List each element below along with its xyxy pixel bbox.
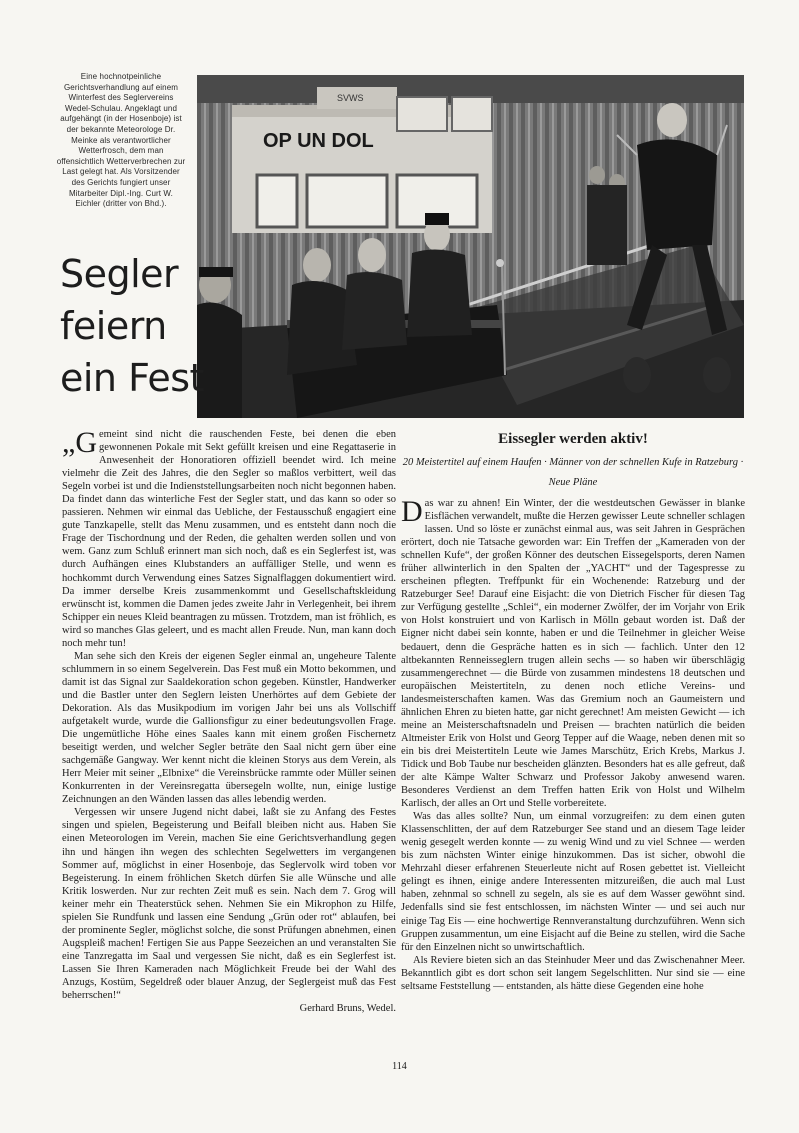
left-paragraph-2: Man sehe sich den Kreis der eigenen Segler einmal an, ungeheure Talente schlummern in so einem Segelverein. Das Fest muß ein Motto bekommen, und damit ist das Signal zur Saaldekoration schon gegeben. Künstler, Handwerker und die Bastler unter den Seglern leisten Unerhörtes auf dem Gebiete der Dekoration. Als das Musikpodium im vorigen Jahr bei uns als Vollschiff aufgetakelt wurde, wurde die Gallionsfigur zu einer bedeutungsvollen Frage. Die ungemütliche Höhe eines Saales kann mit einem großen Fischernetz beseitigt werden, und welcher Segler beträte den Saal nicht gern über eine sachgemäße Gangway. Wer kennt nicht die kleinen Storys aus dem Verein, als Herr Meier mit seiner „Elbnixe“ die Vereinsbrücke rammte oder Müller seinen Konkurrenten in der Vereinsregatta übersegeln wollte, nun, einige lustige Zeichnungen an den Wänden lassen das alles lebendig werden. — [62, 650, 396, 806]
page-number: 114 — [392, 1061, 407, 1072]
left-paragraph-3: Vergessen wir unsere Jugend nicht dabei, laßt sie zu Anfang des Festes singen und spielen, Begeisterung und Beifall bleiben nicht aus. Haben Sie einen Meteorologen im Verein, machen Sie eine Gerichtsverhandlung gegen ihn und hängen ihn wegen des schlechten Segelwetters im vergangenen Sommer auf, möglichst in einer Hosenboje, das Seglervolk wird toben vor Begeisterung. In einem fröhlichen Sketch dürfen Sie alle Wünsche und alle Kritik loswerden. Nur zur rechten Zeit muß es sein. Nach dem 7. Grog will keiner mehr ein Theaterstück sehen. Nehmen Sie ein Mikrophon zu Hilfe, spielen Sie Rundfunk und lassen eine Sendung „Grün oder rot“ ablaufen, bei der prominente Segler, möglichst solche, die sonst Prüfungen abnehmen, einen Augspleiß machen! Fertigen Sie aus Pappe Seezeichen an und veranstalten Sie eine Tanzregatta im Saal und vergessen Sie nicht, daß es ein Seglerfest ist. Lassen Sie Ihren Kameraden nach Möglichkeit Freude bei der Wahl des Anzugs, Kostüm, Segeldreß oder blauer Anzug, der Seglergeist muß das Fest beherrschen!“ — [62, 807, 396, 1002]
club-sign: SVWS — [337, 93, 364, 103]
right-paragraph-2: Was das alles sollte? Nun, um einmal vorzugreifen: zu dem einen guten Klassenschlitten, der auf dem Ratzeburger See stand und an diesem Tage leider wenig gesegelt werden konnte — zu wenig Wind und zu viel Schnee — werden bis zum nächsten Winter einige hinzukommen. Das ist sicher, obwohl die Mehrzahl dieser erfahrenen Steuerleute nicht auf Rosen gebettet ist. Vielleicht gelingt es ihnen, einige andere Interessenten mitzureißen, die auch mal Lust haben, zehnmal so schnell zu segeln, als sie es auf dem Wasser gewöhnt sind. Jedenfalls sind sie fest entschlossen, im nächsten Winter — und sei auch nur einige Tag Eis — eine hochwertige Rennveranstaltung durchzuführen. Wenn sich Gruppen zusammentun, um eine Eisjacht auf die Beine zu stellen, wird die Sache für den Einzelnen nicht so unwirtschaftlich. — [401, 811, 745, 953]
photo-caption: Eine hochnotpeinliche Gerichtsverhandlung auf einem Winterfest des Seglervereins Wedel-Schulau. Angeklagt und aufgehängt (in der Hosenboje) ist der bekannte Meteorologe Dr. Meinke als verantwortlicher Wetterfrosch, dem man offensichtlich Wetterverbrechen zur Last gelegt hat. Als Vorsitzender des Gerichts fungiert unser Mitarbeiter Dipl.-Ing. Curt W. Eichler (dritter von Bhd.). — [56, 72, 186, 209]
article-title — [60, 248, 210, 404]
event-photo-image — [197, 75, 744, 418]
right-article-headline: Eissegler werden aktiv! — [498, 431, 648, 447]
title-line-3: ein Fest — [60, 356, 204, 400]
left-dropcap: „G — [62, 426, 97, 459]
right-article — [401, 497, 745, 993]
left-article — [62, 428, 396, 1015]
right-paragraph-3: Als Reviere bieten sich an das Steinhuder Meer und das Zwischenahner Meer. Bekanntlich gibt es dort schon seit langem Segelschlitten. Nur sind sie — eine seltsame Feststellung — entstanden, als hätte diese Gegenden eine hohe — [401, 954, 745, 992]
left-paragraph-1: „Gemeint sind nicht die rauschenden Feste, bei denen die eben gewonnenen Pokale mit Sekt gefüllt kreisen und eine Regattaserie in Anwesenheit der Honoratioren offiziell beendet wird. Ich meine vielmehr die Zeit des Jahres, die den Segler so maßlos verbittert, weil das Segeln vorbei ist und die Indienststellungsarbeiten noch nicht begonnen haben. Da findet dann das winterliche Fest der Segler statt, und das kann so oder so passieren. Nehmen wir einmal das Uebliche, der Festausschuß engagiert eine gute Tanzkapelle, stellt das Menu zusammen, und es entsteht dann noch die Frage der Tischordnung und der Reden, die gehalten werden sollen und von wem. Ganz zum Schluß erinnert man sich noch, daß es ein Seglerfest ist, was durch Aufhängen eines Klubstanders an auffälliger Stelle, und wenn es hochkommt durch Verwendung eines Satzes Signalflaggen dokumentiert wird. Da immer derselbe Kreis zusammenkommt und Gesellschaftskleidung erwünscht ist, kommen die Damen jedes zweite Jahr in Verlegenheit, bei ihrem Schipper ein neues Kleid beantragen zu müssen. Trotzdem, man ist fröhlich, es wird so manches Glas geleert, und es macht allen Freude. Nun, man kann doch noch mehr tun! — [62, 426, 396, 649]
article-signature: Gerhard Bruns, Wedel. — [299, 1003, 396, 1015]
right-dropcap: D — [401, 495, 423, 528]
right-article-header — [401, 429, 745, 493]
title-line-2: feiern — [60, 304, 167, 348]
title-line-1: Segler — [60, 252, 179, 296]
right-paragraph-1: Das war zu ahnen! Ein Winter, der die westdeutschen Gewässer in blanke Eisflächen verwandelt, mußte die Herzen gewisser Leute schneller schlagen lassen. Und so löste er zunächst einmal aus, was seit Jahren in Gesprächen erörtert, doch nie Tatsache geworden war: Ein Treffen der „Kameraden von der schnellen Kufe“, der großen Könner des deutschen Eissegelsports, deren Namen früher allwinterlich in den Spalten der „YACHT“ und der Tagespresse zu erscheinen pflegten. Treffpunkt für ein Wochenende: Ratzeburg und der Ratzeburger See! Darauf eine Eisjacht: die von Dietrich Fischer für diesen Tag zur Verfügung gestellte „Schlei“, ein moderner Zwölfer, der im Vorjahr von Erik von Holst konstruiert und von Karlisch in Mölln gebaut worden ist. Daß der Eigner nicht dabei sein konnte, haben er und die Teilnehmer in gleicher Weise bedauert, denn die Gespräche hatten es in sich — fachlich. Unter den 12 altbekannten Renneisseglern trugen allein sechs — so haben wir überschlägig zusammengerechnet — die Bürde von zusammen mindestens 18 deutschen und europäischen Meistertiteln, zu denen noch etliche Vereins- und landesmeisterschaften kamen. Was das Gremium noch an Gaumeistern und ähnlichen Ehren zu bieten hatte, gar nicht gerechnet! Am meisten Gewicht — ich meine an Meisterschaftsnadeln und Preisen — brachten natürlich die beiden Altmeister Erik von Holst und Georg Tepper auf die Waage, neben denen mit so ein bis drei Meistertiteln Leute wie James Marschütz, Erich Krebs, Markus J. Tidick und Bob Taube nur bescheiden glänzten. Besonders hat es alle gefreut, daß der alte Kämpe Walter Schwarz und Professor Jakoby anwesend waren. Besonderes Verdienst an dem Treffen hatten Erik von Holst und Wilhelm Karlisch, der alles an Ort und Stelle vorbereitete. — [401, 495, 745, 810]
right-article-deck: 20 Meistertitel auf einem Haufen · Männer von der schnellen Kufe in Ratzeburg · Neue Pläne — [402, 457, 744, 488]
event-photo — [197, 75, 744, 418]
boat-sign: OP UN DOL — [263, 130, 374, 152]
